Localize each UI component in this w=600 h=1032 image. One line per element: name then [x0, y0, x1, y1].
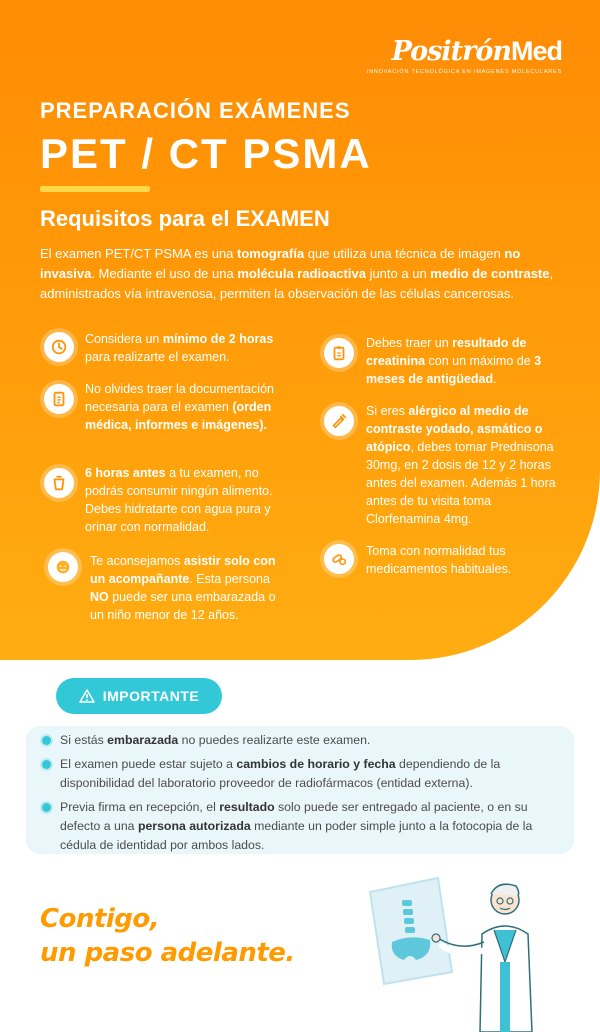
section-subtitle: Requisitos para el EXAMEN — [40, 206, 330, 231]
important-label: IMPORTANTE — [102, 688, 200, 704]
requirement-fasting: 6 horas antes a tu examen, no podrás consumir ningún alimento. Debes hidratarte con agua pura y orinar con normalidad. — [85, 466, 273, 534]
important-item-results: Previa firma en recepción, el resultado solo puede ser entregado al paciente, o en su defecto a una persona autorizada mediante un poder simple junto a la fotocopia de la cédula de identidad por ambos lados. — [42, 798, 566, 855]
person-icon — [48, 552, 78, 582]
syringe-icon — [324, 406, 354, 436]
important-badge — [56, 678, 222, 714]
document-icon — [44, 384, 74, 414]
doctor-illustration — [360, 872, 590, 1032]
important-item-schedule: El examen puede estar sujeto a cambios de horario y fecha dependiendo de la disponibilidad del laboratorio proveedor de radiofármacos (entidad externa). — [42, 755, 562, 793]
pills-icon — [324, 544, 354, 574]
positronmed-logo — [367, 36, 562, 75]
logo-tagline: INNOVACIÓN TECNOLÓGICA EN IMÁGENES MOLECULARES — [366, 69, 562, 75]
requirement-time: Considera un mínimo de 2 horas para realizarte el examen. — [85, 332, 274, 364]
requirement-documents: No olvides traer la documentación necesaria para el examen (orden médica, informes e imágenes). — [85, 382, 274, 432]
requirement-companion: Te aconsejamos asistir solo con un acompañante. Esta persona NO puede ser una embarazada o un niño menor de 12 años. — [90, 554, 276, 622]
important-item-pregnancy: Si estás embarazada no puedes realizarte este examen. — [42, 731, 562, 750]
cup-icon — [44, 468, 74, 498]
slogan — [40, 902, 295, 970]
requirement-allergy: Si eres alérgico al medio de contraste yodado, asmático o atópico, debes tomar Prednisona 30mg, en 2 dosis de 12 y 2 horas antes del examen. Además 1 hora antes de tu visita toma Clorfenamina 4mg. — [366, 404, 556, 526]
warning-icon — [79, 689, 95, 703]
important-box — [26, 726, 574, 854]
title-underline — [40, 186, 150, 192]
requirement-creatinine: Debes traer un resultado de creatinina con un máximo de 3 meses de antigüedad. — [366, 336, 542, 386]
page-kicker: PREPARACIÓN EXÁMENES — [40, 98, 351, 123]
slogan-line-1: Contigo, — [40, 904, 160, 934]
logo-name-b: Med — [511, 36, 562, 66]
requirement-medication: Toma con normalidad tus medicamentos habituales. — [366, 544, 512, 576]
slogan-line-2: un paso adelante. — [40, 938, 295, 968]
clipboard-icon — [324, 338, 354, 368]
page-title: PET / CT PSMA — [40, 130, 372, 177]
clock-icon — [44, 332, 74, 362]
logo-name-a: Positrón — [391, 36, 511, 67]
intro-paragraph: El examen PET/CT PSMA es una tomografía que utiliza una técnica de imagen no invasiva. Mediante el uso de una molécula radioactiva junto a un medio de contraste, administrados vía intravenosa, permiten la observación de las células cancerosas. — [40, 246, 554, 301]
